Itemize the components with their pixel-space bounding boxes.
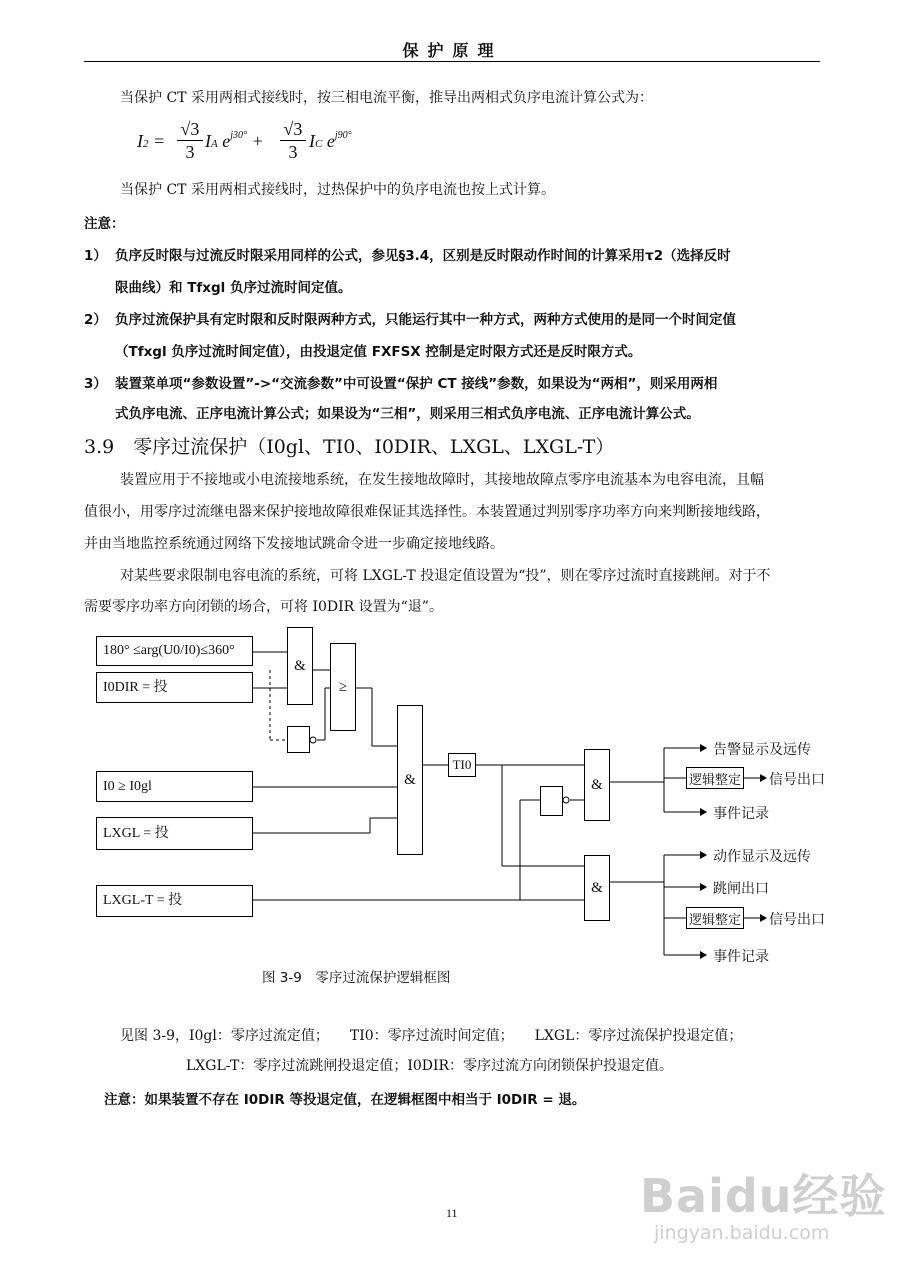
watermark-logo: Baidu经验: [640, 1169, 887, 1223]
output-trip: 跳闸出口: [713, 882, 769, 897]
output-event-bottom: 事件记录: [713, 950, 769, 965]
timer-ti0: TI0: [448, 753, 476, 777]
final-note: 注意：如果装置不存在 I0DIR 等投退定值，在逻辑框图中相当于 I0DIR = 退。: [104, 1092, 586, 1108]
section-p1-line-2: 值很小，用零序过流继电器来保护接地故障很难保证其选择性。本装置通过判别零序功率方向来判断接地线路，: [84, 504, 770, 520]
note-1-number: 1）: [84, 248, 107, 264]
input-box-i0-ge-i0gl: I0 ≥ I0gl: [96, 771, 253, 802]
notes-title: 注意：: [84, 216, 125, 232]
formula-term-2: IC $e^{j90^\circ}$: [309, 130, 352, 151]
input-box-angle: 180° ≤arg(U0/I0)≤360°: [96, 636, 253, 666]
and-gate-1: &: [287, 627, 313, 705]
input-box-i0dir: I0DIR = 投: [96, 672, 253, 703]
negative-sequence-formula: [137, 118, 397, 172]
output-event-top: 事件记录: [713, 807, 769, 822]
section-p1-line-1: 装置应用于不接地或小电流接地系统，在发生接地故障时，其接地故障点零序电流基本为电容电流，且幅: [120, 472, 764, 488]
intro-paragraph: 当保护 CT 采用两相式接线时，按三相电流平衡，推导出两相式负序电流计算公式为：: [120, 90, 653, 106]
legend-line-1: 见图 3-9，I0gl：零序过流定值； TI0：零序过流时间定值； LXGL：零序过流保护投退定值；: [120, 1028, 743, 1044]
and-gate-trip: &: [584, 855, 610, 921]
formula-frac-2: $\frac{√3}{3}$: [280, 118, 306, 163]
formula-term-1: IA $e^{j30^\circ}$ +: [205, 130, 264, 151]
input-box-lxgl-t: LXGL-T = 投: [96, 885, 253, 917]
output-signal-top: 信号出口: [769, 773, 825, 788]
and-gate-main: &: [397, 705, 423, 855]
output-alarm-display: 告警显示及远传: [713, 743, 811, 758]
legend-line-2: LXGL-T：零序过流跳闸投退定值；I0DIR：零序过流方向闭锁保护投退定值。: [186, 1058, 674, 1074]
page-number: 11: [446, 1206, 458, 1220]
section-heading: 3.9 零序过流保护（I0gl、TI0、I0DIR、LXGL、LXGL-T）: [84, 436, 615, 458]
not-gate-1: [287, 726, 310, 753]
and-gate-alarm: &: [584, 749, 610, 821]
output-signal-bottom: 信号出口: [769, 913, 825, 928]
note-3-number: 3）: [84, 376, 107, 392]
or-gate: ≥: [330, 643, 356, 731]
formula-frac-1: $\frac{√3}{3}$: [177, 118, 203, 163]
after-formula-paragraph: 当保护 CT 采用两相式接线时，过热保护中的负序电流也按上式计算。: [120, 182, 555, 198]
logic-setting-box-bottom: 逻辑整定: [686, 907, 744, 929]
figure-caption: 图 3-9 零序过流保护逻辑框图: [262, 970, 451, 986]
page-header-title: 保护原理: [402, 41, 503, 60]
watermark-url: jingyan.baidu.com: [654, 1222, 830, 1244]
input-box-lxgl: LXGL = 投: [96, 817, 253, 850]
note-2-line-1: 负序过流保护具有定时限和反时限两种方式，只能运行其中一种方式，两种方式使用的是同一个时间定值: [115, 312, 736, 328]
note-2-number: 2）: [84, 312, 107, 328]
header-divider: [84, 61, 820, 62]
note-3-line-2: 式负序电流、正序电流计算公式；如果设为“三相”，则采用三相式负序电流、正序电流计算公式。: [115, 406, 700, 422]
note-1-line-1: 负序反时限与过流反时限采用同样的公式，参见§3.4，区别是反时限动作时间的计算采用τ2（选择反时: [115, 248, 731, 264]
note-1-line-2: 限曲线）和 Tfxgl 负序过流时间定值。: [115, 280, 352, 296]
section-p2-line-2: 需要零序功率方向闭锁的场合，可将 I0DIR 设置为“退”。: [84, 599, 443, 615]
not-gate-2: [540, 786, 563, 816]
output-action-display: 动作显示及远传: [713, 850, 811, 865]
section-p2-line-1: 对某些要求限制电容电流的系统，可将 LXGL-T 投退定值设置为“投”，则在零序过流时直接跳闸。对于不: [120, 568, 771, 584]
logic-setting-box-top: 逻辑整定: [686, 767, 744, 789]
note-2-line-2: （Tfxgl 负序过流时间定值），由投退定值 FXFSX 控制是定时限方式还是反时限方式。: [115, 344, 642, 360]
section-p1-line-3: 并由当地监控系统通过网络下发接地试跳命令进一步确定接地线路。: [84, 536, 504, 552]
note-3-line-1: 装置菜单项“参数设置”->“交流参数”中可设置“保护 CT 接线”参数，如果设为“两相”，则采用两相: [115, 376, 718, 392]
formula-lhs: I2 =: [137, 131, 166, 151]
